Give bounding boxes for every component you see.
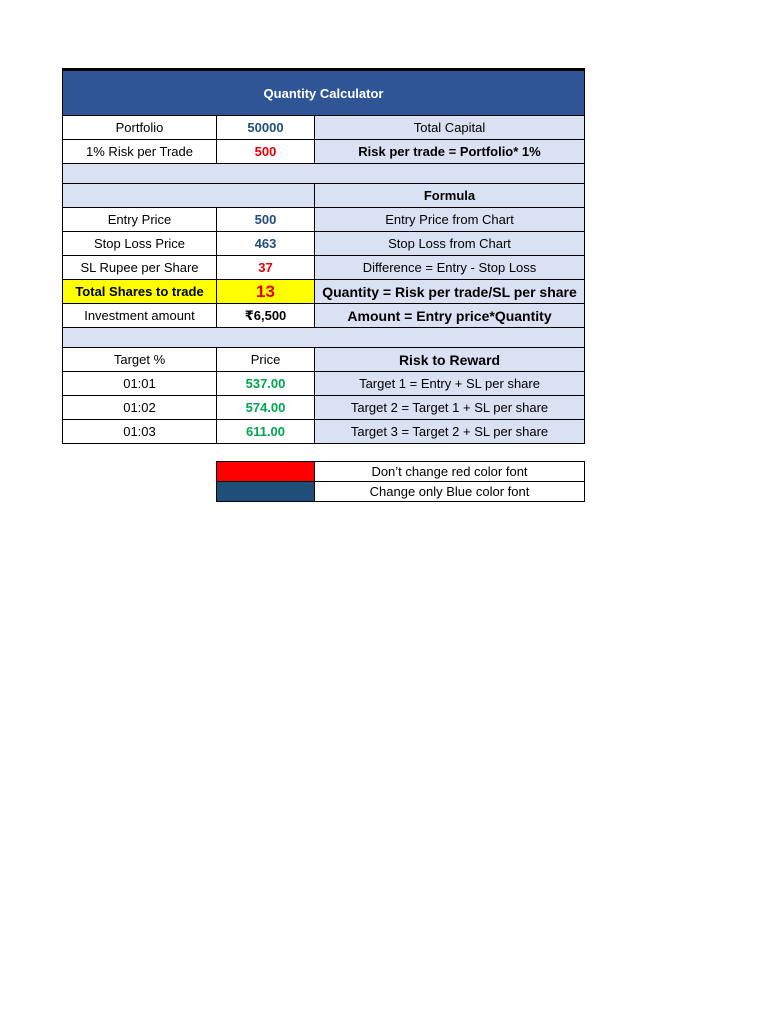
investment-label: Investment amount bbox=[63, 304, 217, 328]
legend-red-text: Don’t change red color font bbox=[315, 462, 585, 482]
risk-reward-header: Risk to Reward bbox=[315, 348, 585, 372]
risk-row bbox=[63, 140, 585, 164]
portfolio-label: Portfolio bbox=[63, 116, 217, 140]
spacer-cell bbox=[63, 328, 585, 348]
target-price: 537.00 bbox=[217, 372, 315, 396]
investment-row bbox=[63, 304, 585, 328]
investment-note: Amount = Entry price*Quantity bbox=[315, 304, 585, 328]
stoploss-value[interactable]: 463 bbox=[217, 232, 315, 256]
target-header: Target % bbox=[63, 348, 217, 372]
sl-per-share-note: Difference = Entry - Stop Loss bbox=[315, 256, 585, 280]
risk-note: Risk per trade = Portfolio* 1% bbox=[315, 140, 585, 164]
entry-value[interactable]: 500 bbox=[217, 208, 315, 232]
sheet-title: Quantity Calculator bbox=[63, 70, 585, 116]
entry-label: Entry Price bbox=[63, 208, 217, 232]
investment-value: ₹6,500 bbox=[217, 304, 315, 328]
stoploss-label: Stop Loss Price bbox=[63, 232, 217, 256]
risk-value: 500 bbox=[217, 140, 315, 164]
price-header: Price bbox=[217, 348, 315, 372]
stoploss-note: Stop Loss from Chart bbox=[315, 232, 585, 256]
spacer-cell bbox=[63, 164, 585, 184]
stoploss-row bbox=[63, 232, 585, 256]
spacer-row-1 bbox=[63, 164, 585, 184]
entry-row bbox=[63, 208, 585, 232]
target-price: 574.00 bbox=[217, 396, 315, 420]
formula-header-row bbox=[63, 184, 585, 208]
spacer-row-2 bbox=[63, 328, 585, 348]
legend-row-blue bbox=[217, 482, 585, 502]
target-price: 611.00 bbox=[217, 420, 315, 444]
legend-row-red bbox=[217, 462, 585, 482]
target-note: Target 3 = Target 2 + SL per share bbox=[315, 420, 585, 444]
blue-swatch bbox=[217, 482, 315, 502]
target-row bbox=[63, 420, 585, 444]
target-row bbox=[63, 372, 585, 396]
target-ratio: 01:02 bbox=[63, 396, 217, 420]
entry-note: Entry Price from Chart bbox=[315, 208, 585, 232]
total-shares-row bbox=[63, 280, 585, 304]
target-note: Target 2 = Target 1 + SL per share bbox=[315, 396, 585, 420]
total-shares-note: Quantity = Risk per trade/SL per share bbox=[315, 280, 585, 304]
title-row bbox=[63, 70, 585, 116]
total-shares-value: 13 bbox=[217, 280, 315, 304]
legend-blue-text: Change only Blue color font bbox=[315, 482, 585, 502]
total-shares-label: Total Shares to trade bbox=[63, 280, 217, 304]
target-row bbox=[63, 396, 585, 420]
sl-per-share-row bbox=[63, 256, 585, 280]
blank-header-cell bbox=[63, 184, 315, 208]
sl-per-share-label: SL Rupee per Share bbox=[63, 256, 217, 280]
sl-per-share-value: 37 bbox=[217, 256, 315, 280]
color-legend bbox=[216, 461, 585, 502]
formula-header: Formula bbox=[315, 184, 585, 208]
target-ratio: 01:03 bbox=[63, 420, 217, 444]
target-note: Target 1 = Entry + SL per share bbox=[315, 372, 585, 396]
portfolio-value[interactable]: 50000 bbox=[217, 116, 315, 140]
red-swatch bbox=[217, 462, 315, 482]
target-ratio: 01:01 bbox=[63, 372, 217, 396]
portfolio-row bbox=[63, 116, 585, 140]
targets-header-row bbox=[63, 348, 585, 372]
risk-label: 1% Risk per Trade bbox=[63, 140, 217, 164]
portfolio-note: Total Capital bbox=[315, 116, 585, 140]
calculator-sheet bbox=[62, 68, 585, 444]
